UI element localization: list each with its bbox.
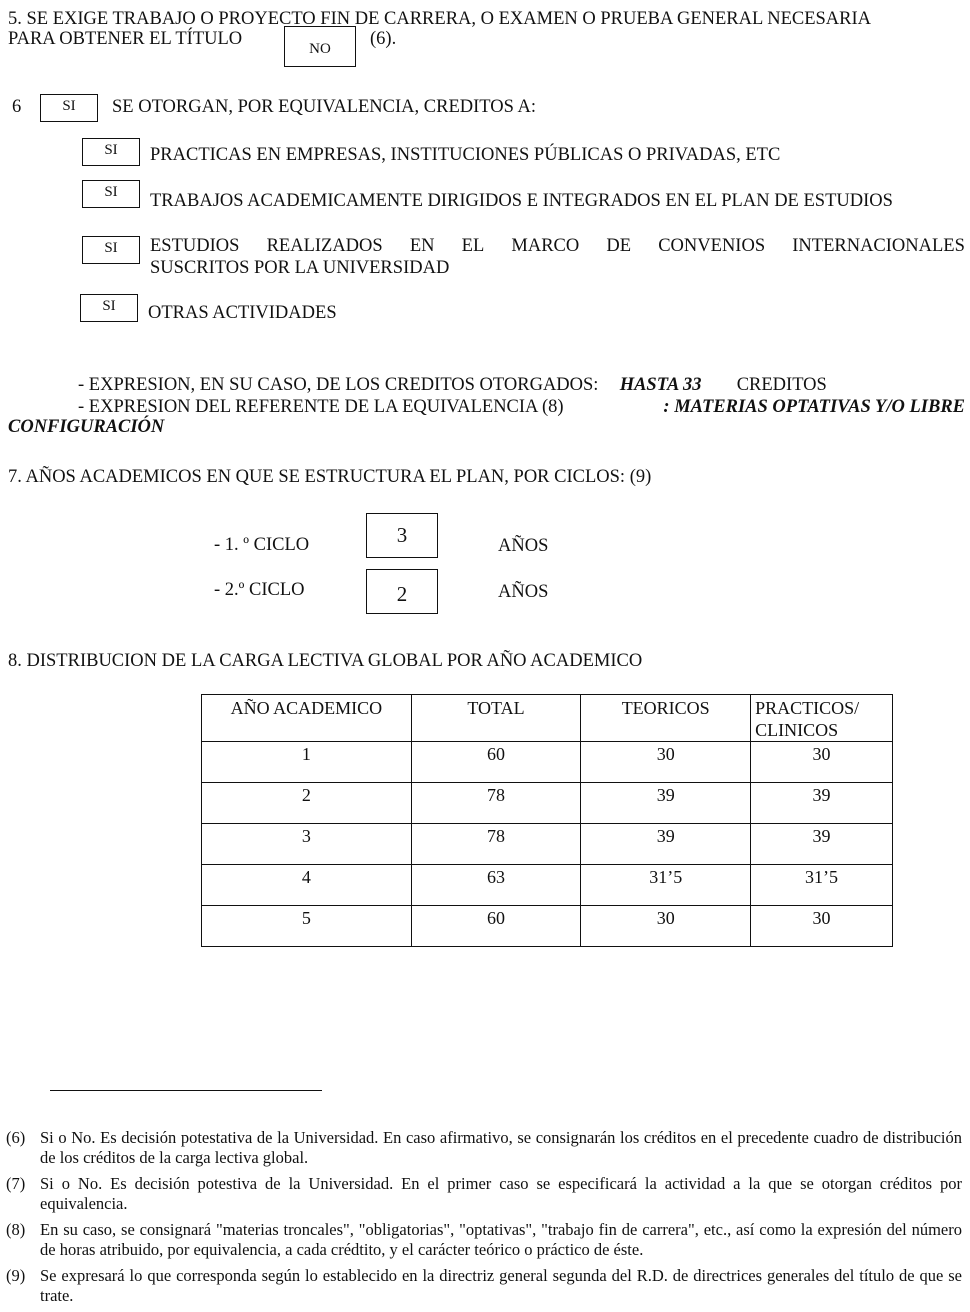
table-header-row bbox=[202, 695, 893, 742]
col-header-total: TOTAL bbox=[411, 695, 581, 742]
equivalence-reference-value: : MATERIAS OPTATIVAS Y/O LIBRE bbox=[663, 397, 965, 417]
cell-practicos: 30 bbox=[751, 742, 893, 783]
item-4-text: OTRAS ACTIVIDADES bbox=[148, 303, 337, 323]
item-2-answer: SI bbox=[104, 184, 118, 200]
section-5-line-2: PARA OBTENER EL TÍTULO bbox=[8, 29, 243, 49]
cell-teoricos: 31’5 bbox=[581, 865, 751, 906]
cycle-2-unit: AÑOS bbox=[498, 582, 549, 602]
cell-teoricos: 30 bbox=[581, 742, 751, 783]
item-4-answer: SI bbox=[102, 298, 116, 314]
col-header-teoricos: TEORICOS bbox=[581, 695, 751, 742]
footnote-mark: (6) bbox=[6, 1128, 26, 1147]
table-row bbox=[202, 742, 893, 783]
item-1-answer: SI bbox=[104, 142, 118, 158]
cycle-2-label: - 2.º CICLO bbox=[214, 580, 305, 600]
footnote-separator bbox=[50, 1090, 322, 1091]
cell-practicos: 30 bbox=[751, 906, 893, 947]
footnote-ref-6: (6). bbox=[370, 29, 397, 49]
section-6-number: 6 bbox=[12, 97, 22, 117]
cycle-1-label: - 1. º CICLO bbox=[214, 535, 310, 555]
item-3-word: ESTUDIOS bbox=[150, 236, 240, 256]
item-3-text-line-1 bbox=[150, 235, 965, 257]
item-3-answer-box bbox=[82, 236, 140, 264]
equivalence-answer-box bbox=[40, 94, 98, 122]
cell-total: 63 bbox=[411, 865, 581, 906]
item-3-word: EN bbox=[409, 236, 435, 256]
carga-lectiva-table bbox=[201, 694, 893, 947]
cycle-1-years: 3 bbox=[396, 523, 408, 547]
credits-expression-label: - EXPRESION, EN SU CASO, DE LOS CREDITOS OTORGADOS: bbox=[78, 375, 599, 395]
section-5-line-1: 5. SE EXIGE TRABAJO O PROYECTO FIN DE CARRERA, O EXAMEN O PRUEBA GENERAL NECESARIA bbox=[8, 9, 872, 29]
item-2-answer-box bbox=[82, 180, 140, 208]
section-6-heading: SE OTORGAN, POR EQUIVALENCIA, CREDITOS A: bbox=[112, 97, 536, 117]
cell-year: 1 bbox=[202, 742, 412, 783]
footnote-mark: (9) bbox=[6, 1266, 26, 1285]
footnote-text: En su caso, se consignará "materias troncales", "obligatorias", "optativas", "trabajo fin de carrera", etc., así como la expresión del número de horas atribuido, por equivalencia, a cada crédtito, y el carácter teórico o práctico de éste. bbox=[40, 1220, 962, 1259]
table-row bbox=[202, 824, 893, 865]
table-row bbox=[202, 865, 893, 906]
footnote-mark: (8) bbox=[6, 1220, 26, 1239]
cell-year: 5 bbox=[202, 906, 412, 947]
item-4-answer-box bbox=[80, 294, 138, 322]
item-3-word: EL bbox=[461, 236, 485, 256]
credits-expression bbox=[78, 374, 827, 396]
cell-practicos: 31’5 bbox=[751, 865, 893, 906]
col-header-practicos: PRACTICOS/ CLINICOS bbox=[751, 695, 893, 742]
footnote-text: Si o No. Es decisión potestiva de la Universidad. En el primer caso se especificará la actividad a la que se otorgan créditos por equivalencia. bbox=[40, 1174, 962, 1213]
cell-year: 2 bbox=[202, 783, 412, 824]
titulo-exam-answer-box bbox=[284, 26, 356, 67]
cell-practicos: 39 bbox=[751, 824, 893, 865]
table-row bbox=[202, 783, 893, 824]
item-3-word: DE bbox=[606, 236, 632, 256]
titulo-exam-answer: NO bbox=[309, 41, 331, 57]
item-3-word: REALIZADOS bbox=[266, 236, 383, 256]
item-3-word: INTERNACIONALES bbox=[792, 236, 965, 256]
cell-year: 3 bbox=[202, 824, 412, 865]
footnote-mark: (7) bbox=[6, 1174, 26, 1193]
item-3-word: MARCO bbox=[511, 236, 580, 256]
equivalence-reference-value-cont: CONFIGURACIÓN bbox=[8, 417, 165, 437]
footnote-text: Si o No. Es decisión potestativa de la Universidad. En caso afirmativo, se consignarán los créditos en el precedente cuadro de distribución de los créditos de la carga lectiva global. bbox=[40, 1128, 962, 1167]
cell-total: 60 bbox=[411, 906, 581, 947]
credits-expression-unit: CREDITOS bbox=[736, 375, 827, 395]
cycle-2-years: 2 bbox=[396, 582, 408, 606]
footnote-7 bbox=[6, 1174, 962, 1214]
footnote-text: Se expresará lo que corresponda según lo establecido en la directriz general segunda del R.D. de directrices generales del título de que se trate. bbox=[40, 1266, 962, 1305]
section-7-heading: 7. AÑOS ACADEMICOS EN QUE SE ESTRUCTURA EL PLAN, POR CICLOS: (9) bbox=[8, 467, 652, 487]
item-3-word: CONVENIOS bbox=[658, 236, 766, 256]
item-1-text: PRACTICAS EN EMPRESAS, INSTITUCIONES PÚBLICAS O PRIVADAS, ETC bbox=[150, 145, 781, 165]
cell-total: 78 bbox=[411, 783, 581, 824]
cell-teoricos: 30 bbox=[581, 906, 751, 947]
item-2-text: TRABAJOS ACADEMICAMENTE DIRIGIDOS E INTEGRADOS EN EL PLAN DE ESTUDIOS bbox=[150, 191, 893, 211]
footnote-9 bbox=[6, 1266, 962, 1306]
cell-teoricos: 39 bbox=[581, 824, 751, 865]
equivalence-reference-label: - EXPRESION DEL REFERENTE DE LA EQUIVALENCIA (8) bbox=[78, 397, 564, 417]
col-header-year: AÑO ACADEMICO bbox=[202, 695, 412, 742]
cycle-1-years-box bbox=[366, 513, 438, 558]
cycle-1-unit: AÑOS bbox=[498, 536, 549, 556]
equivalence-reference-line bbox=[78, 396, 965, 418]
footnote-6 bbox=[6, 1128, 962, 1168]
footnote-8 bbox=[6, 1220, 962, 1260]
item-3-answer: SI bbox=[104, 240, 118, 256]
table-row bbox=[202, 906, 893, 947]
cycle-2-years-box bbox=[366, 569, 438, 614]
cell-total: 60 bbox=[411, 742, 581, 783]
item-1-answer-box bbox=[82, 138, 140, 166]
cell-teoricos: 39 bbox=[581, 783, 751, 824]
equivalence-answer: SI bbox=[62, 98, 76, 114]
cell-practicos: 39 bbox=[751, 783, 893, 824]
credits-expression-value: HASTA 33 bbox=[619, 375, 702, 395]
section-8-heading: 8. DISTRIBUCION DE LA CARGA LECTIVA GLOBAL POR AÑO ACADEMICO bbox=[8, 651, 643, 671]
item-3-text-line-2: SUSCRITOS POR LA UNIVERSIDAD bbox=[150, 258, 450, 278]
cell-total: 78 bbox=[411, 824, 581, 865]
cell-year: 4 bbox=[202, 865, 412, 906]
